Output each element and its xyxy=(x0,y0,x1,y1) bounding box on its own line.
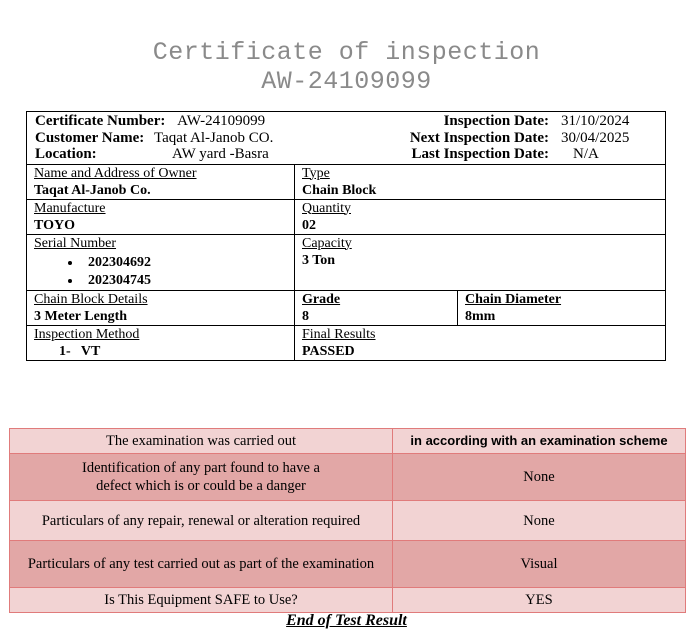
final-results-label: Final Results xyxy=(302,326,376,342)
final-results-value: PASSED xyxy=(302,343,355,359)
type-cell xyxy=(295,164,666,199)
exam-question: The examination was carried out xyxy=(10,429,393,454)
type-label: Type xyxy=(302,165,330,181)
method-cell xyxy=(27,325,295,360)
chain-block-value: 3 Meter Length xyxy=(34,308,128,324)
serial-cell xyxy=(27,234,295,290)
chain-diameter-cell xyxy=(458,290,666,325)
method-value: 1- VT xyxy=(59,343,101,359)
exam-question: Identification of any part found to have a defect which is or could be a danger xyxy=(10,454,393,501)
serial-list xyxy=(34,254,287,290)
header-cell xyxy=(27,112,666,165)
next-inspection-date-label: Next Inspection Date: xyxy=(409,129,549,146)
grade-label: Grade xyxy=(302,291,341,307)
next-inspection-date-value: 30/04/2025 xyxy=(561,129,630,146)
certificate-title xyxy=(0,38,687,96)
owner-label: Name and Address of Owner xyxy=(34,165,197,181)
quantity-label: Quantity xyxy=(302,200,351,216)
capacity-cell xyxy=(295,234,666,290)
header-row xyxy=(27,112,666,165)
grade-cell xyxy=(295,290,458,325)
exam-row xyxy=(10,541,686,588)
exam-row xyxy=(10,501,686,541)
serial-label: Serial Number xyxy=(34,235,117,251)
exam-row xyxy=(10,454,686,501)
owner-type-row xyxy=(27,164,666,199)
exam-answer: None xyxy=(393,501,686,541)
capacity-value: 3 Ton xyxy=(302,252,336,268)
location-label: Location: xyxy=(35,146,97,162)
method-label: Inspection Method xyxy=(34,326,140,342)
chain-block-label: Chain Block Details xyxy=(34,291,148,307)
grade-value: 8 xyxy=(302,308,309,324)
capacity-label: Capacity xyxy=(302,235,352,251)
manufacture-label: Manufacture xyxy=(34,200,106,216)
exam-answer: in according with an examination scheme xyxy=(393,429,686,454)
examination-table xyxy=(9,428,686,613)
serial-item: • 202304692 xyxy=(82,254,287,272)
chain-block-cell xyxy=(27,290,295,325)
last-inspection-date-label: Last Inspection Date: xyxy=(411,146,549,162)
type-value: Chain Block xyxy=(302,182,377,198)
exam-answer: Visual xyxy=(393,541,686,588)
quantity-value: 02 xyxy=(302,217,316,233)
exam-question: Is This Equipment SAFE to Use? xyxy=(10,588,393,613)
chain-diameter-label: Chain Diameter xyxy=(465,291,562,307)
exam-row xyxy=(10,588,686,613)
certificate-number-label: Certificate Number: xyxy=(35,113,166,129)
serial-item: • 202304745 xyxy=(82,272,287,290)
customer-name-value: Taqat Al-Janob CO. xyxy=(154,129,274,146)
serial-capacity-row xyxy=(27,234,666,290)
exam-question: Particulars of any repair, renewal or alteration required xyxy=(10,501,393,541)
last-inspection-date-value: N/A xyxy=(573,146,599,162)
exam-row xyxy=(10,429,686,454)
certificate-number-value: AW-24109099 xyxy=(177,113,266,129)
inspection-date-value: 31/10/2024 xyxy=(561,113,630,129)
owner-value: Taqat Al-Janob Co. xyxy=(34,182,151,198)
exam-answer: None xyxy=(393,454,686,501)
quantity-cell xyxy=(295,199,666,234)
chain-details-row xyxy=(27,290,666,325)
exam-question: Particulars of any test carried out as part of the examination xyxy=(10,541,393,588)
inspection-date-label: Inspection Date: xyxy=(443,113,549,129)
title-line-1: Certificate of inspection xyxy=(152,38,541,67)
manufacture-cell xyxy=(27,199,295,234)
certificate-details-table xyxy=(26,111,666,361)
end-of-test-result: End of Test Result xyxy=(286,612,407,629)
method-results-row xyxy=(27,325,666,360)
location-value: AW yard -Basra xyxy=(171,146,269,162)
owner-cell xyxy=(27,164,295,199)
customer-name-label: Customer Name: xyxy=(35,129,145,146)
chain-diameter-value: 8mm xyxy=(465,308,496,324)
exam-answer: YES xyxy=(393,588,686,613)
final-results-cell xyxy=(295,325,666,360)
manufacture-quantity-row xyxy=(27,199,666,234)
title-line-2: AW-24109099 xyxy=(261,67,432,96)
manufacture-value: TOYO xyxy=(34,217,75,233)
